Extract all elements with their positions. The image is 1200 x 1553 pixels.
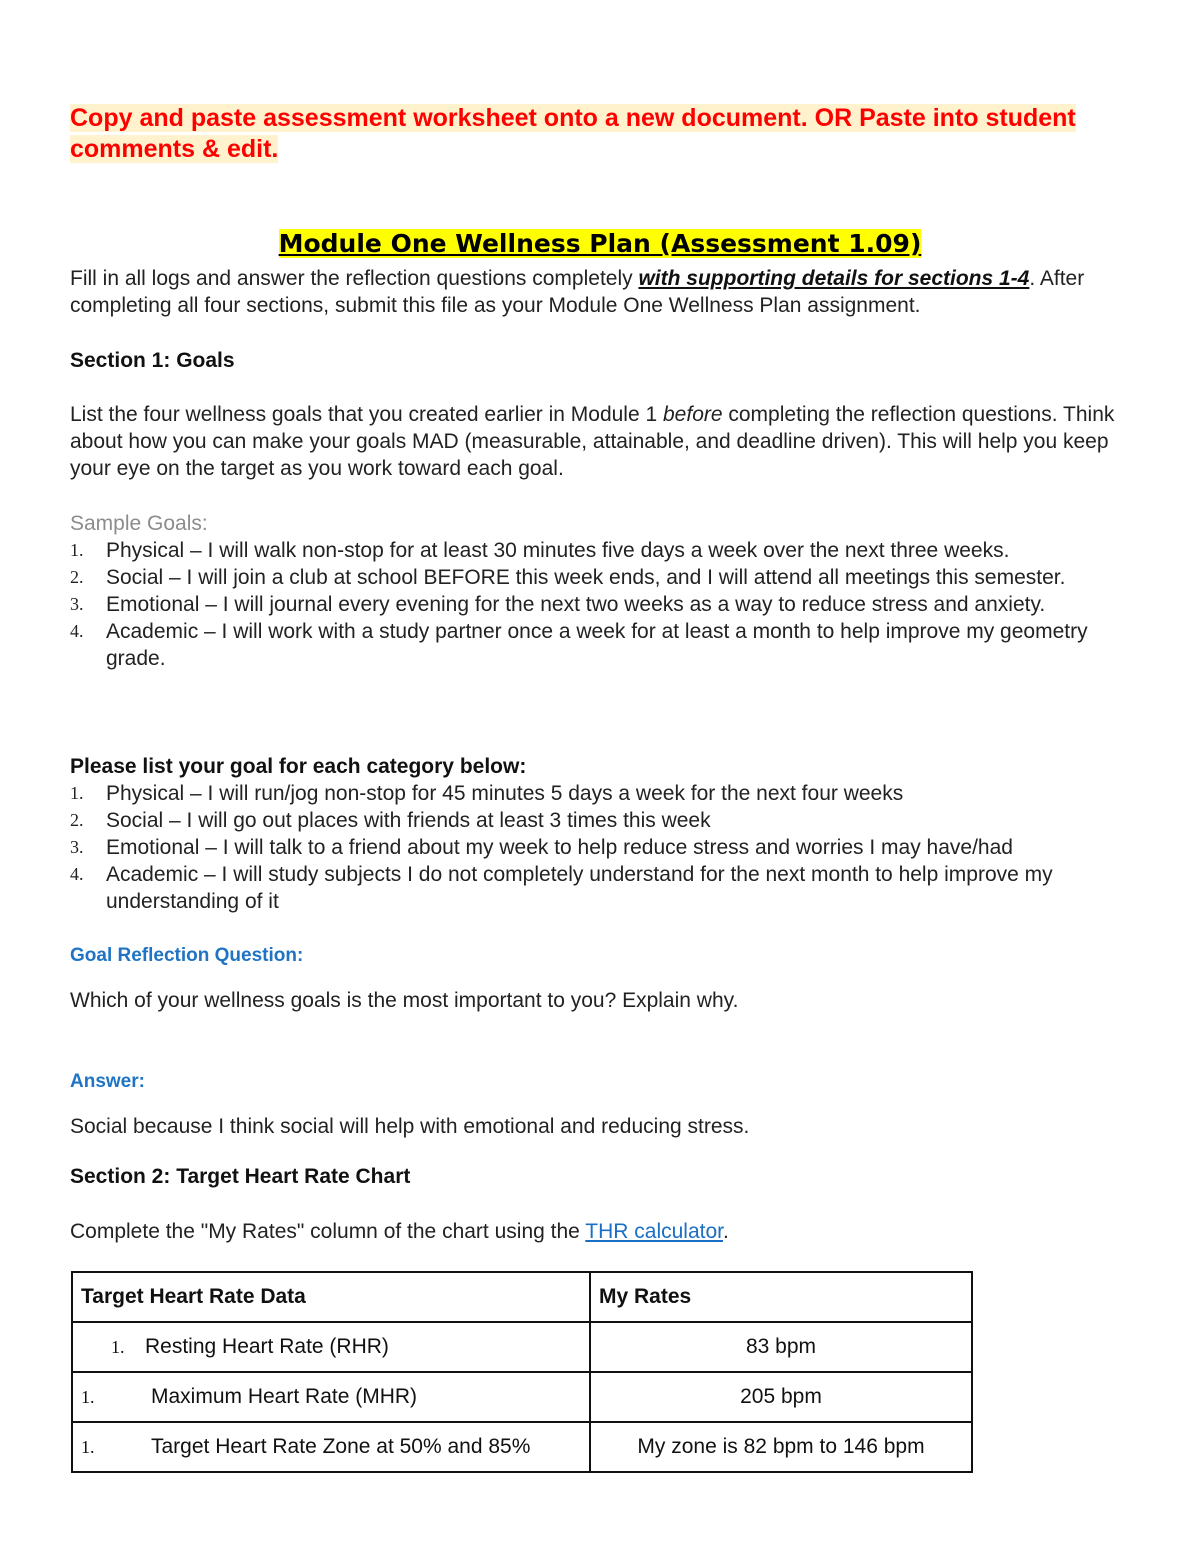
intro-paragraph: Fill in all logs and answer the reflection questions completely with supporting details for sections 1-4. After completing all four sections, submit this file as your Module One Wellness Plan assignment. [70,267,1085,317]
instructions-banner: Copy and paste assessment worksheet onto a new document. OR Paste into student comments & edit. [70,104,1076,163]
list-item: 3. Emotional – I will talk to a friend about my week to help reduce stress and worries I may have/had [70,836,1013,859]
table-cell: 1. Resting Heart Rate (RHR) [72,1322,590,1372]
table-cell: 1. Maximum Heart Rate (MHR) [72,1372,590,1422]
list-item: 1. Physical – I will walk non-stop for at least 30 minutes five days a week over the next three weeks. [70,539,1010,562]
table-cell[interactable]: 83 bpm [590,1322,972,1372]
table-row [72,1422,972,1472]
list-item: 4. Academic – I will study subjects I do not completely understand for the next month to help improve my understanding of it [70,863,1053,913]
section2-heading: Section 2: Target Heart Rate Chart [70,1165,411,1188]
table-cell[interactable]: My zone is 82 bpm to 146 bpm [590,1422,972,1472]
sample-goals-label: Sample Goals: [70,512,208,535]
list-item: 4. Academic – I will work with a study partner once a week for at least a month to help improve my geometry grade. [70,620,1088,670]
section1-description: List the four wellness goals that you created earlier in Module 1 before completing the reflection questions. Think about how you can make your goals MAD (measurable, attainable, and deadline driven). This will help you keep your eye on the target as you work toward each goal. [70,403,1115,480]
column-header: Target Heart Rate Data [72,1272,590,1322]
section1-heading: Section 1: Goals [70,349,235,372]
list-item: 2. Social – I will join a club at school BEFORE this week ends, and I will attend all meetings this semester. [70,566,1066,589]
sample-goals-list [70,537,1140,672]
answer-text: Social because I think social will help with emotional and reducing stress. [70,1115,750,1138]
my-goals-list [70,780,1140,915]
heart-rate-table [71,1271,973,1473]
list-item: 1. Physical – I will run/jog non-stop for 45 minutes 5 days a week for the next four weeks [70,782,904,805]
section2-description: Complete the "My Rates" column of the chart using the THR calculator. [70,1220,729,1243]
table-header-row [72,1272,972,1322]
reflection-heading: Goal Reflection Question: [70,945,304,966]
goal-list-prompt: Please list your goal for each category below: [70,755,527,778]
page-title: Module One Wellness Plan (Assessment 1.09) [278,229,922,258]
table-cell[interactable]: 205 bpm [590,1372,972,1422]
thr-calculator-link[interactable]: THR calculator [585,1220,723,1243]
table-row [72,1322,972,1372]
reflection-question: Which of your wellness goals is the most important to you? Explain why. [70,989,739,1012]
answer-heading: Answer: [70,1071,145,1092]
list-item: 2. Social – I will go out places with friends at least 3 times this week [70,809,711,832]
table-cell: 1. Target Heart Rate Zone at 50% and 85% [72,1422,590,1472]
table-row [72,1372,972,1422]
list-item: 3. Emotional – I will journal every evening for the next two weeks as a way to reduce stress and anxiety. [70,593,1046,616]
column-header: My Rates [590,1272,972,1322]
